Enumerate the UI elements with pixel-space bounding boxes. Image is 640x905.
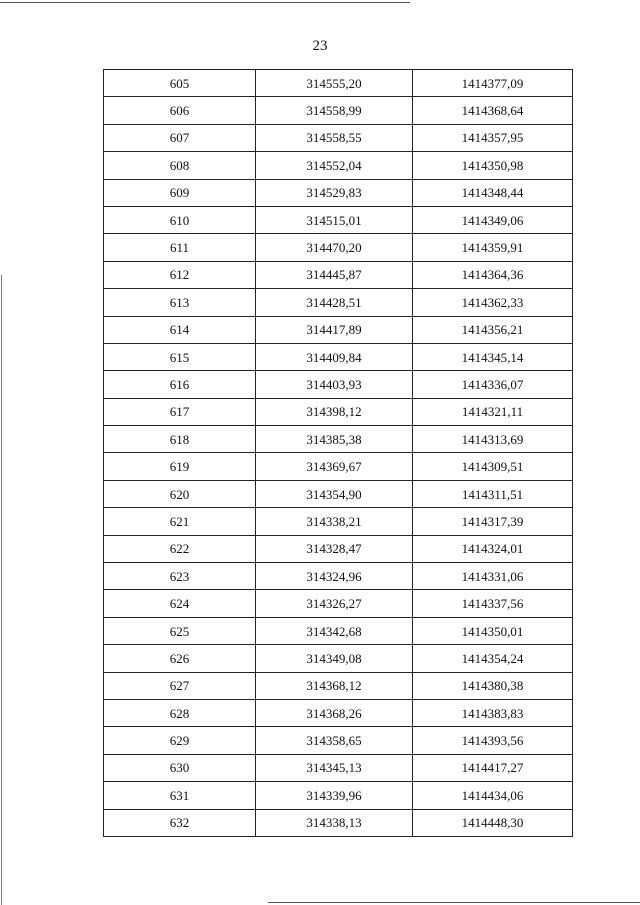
coordinates-table (103, 69, 573, 837)
point-number-cell: 630 (104, 754, 256, 781)
point-number-cell: 619 (104, 453, 256, 480)
scan-edge-top (0, 2, 410, 3)
y-coordinate-cell: 1414350,01 (413, 617, 573, 644)
point-number-cell: 616 (104, 371, 256, 398)
point-number-cell: 612 (104, 261, 256, 288)
table-row (104, 234, 573, 261)
y-coordinate-cell: 1414311,51 (413, 480, 573, 507)
point-number-cell: 606 (104, 97, 256, 124)
point-number-cell: 609 (104, 179, 256, 206)
x-coordinate-cell: 314326,27 (256, 590, 413, 617)
y-coordinate-cell: 1414434,06 (413, 782, 573, 809)
table-row (104, 672, 573, 699)
point-number-cell: 632 (104, 809, 256, 836)
x-coordinate-cell: 314369,67 (256, 453, 413, 480)
table-row (104, 508, 573, 535)
table-row (104, 563, 573, 590)
y-coordinate-cell: 1414345,14 (413, 343, 573, 370)
point-number-cell: 618 (104, 426, 256, 453)
y-coordinate-cell: 1414331,06 (413, 563, 573, 590)
table-row (104, 535, 573, 562)
y-coordinate-cell: 1414364,36 (413, 261, 573, 288)
point-number-cell: 628 (104, 699, 256, 726)
x-coordinate-cell: 314358,65 (256, 727, 413, 754)
y-coordinate-cell: 1414309,51 (413, 453, 573, 480)
table-row (104, 398, 573, 425)
x-coordinate-cell: 314324,96 (256, 563, 413, 590)
point-number-cell: 605 (104, 70, 256, 97)
x-coordinate-cell: 314345,13 (256, 754, 413, 781)
table-row (104, 754, 573, 781)
coordinates-table-body (104, 70, 573, 837)
x-coordinate-cell: 314558,99 (256, 97, 413, 124)
table-row (104, 590, 573, 617)
y-coordinate-cell: 1414359,91 (413, 234, 573, 261)
y-coordinate-cell: 1414357,95 (413, 124, 573, 151)
x-coordinate-cell: 314428,51 (256, 289, 413, 316)
y-coordinate-cell: 1414349,06 (413, 206, 573, 233)
table-row (104, 206, 573, 233)
y-coordinate-cell: 1414324,01 (413, 535, 573, 562)
y-coordinate-cell: 1414313,69 (413, 426, 573, 453)
point-number-cell: 627 (104, 672, 256, 699)
y-coordinate-cell: 1414380,38 (413, 672, 573, 699)
table-row (104, 727, 573, 754)
point-number-cell: 617 (104, 398, 256, 425)
point-number-cell: 608 (104, 152, 256, 179)
y-coordinate-cell: 1414356,21 (413, 316, 573, 343)
point-number-cell: 610 (104, 206, 256, 233)
point-number-cell: 607 (104, 124, 256, 151)
y-coordinate-cell: 1414348,44 (413, 179, 573, 206)
x-coordinate-cell: 314529,83 (256, 179, 413, 206)
y-coordinate-cell: 1414317,39 (413, 508, 573, 535)
point-number-cell: 611 (104, 234, 256, 261)
scan-edge-left (1, 275, 2, 905)
table-row (104, 261, 573, 288)
y-coordinate-cell: 1414336,07 (413, 371, 573, 398)
y-coordinate-cell: 1414321,11 (413, 398, 573, 425)
scan-edge-bottom (268, 902, 640, 903)
y-coordinate-cell: 1414350,98 (413, 152, 573, 179)
y-coordinate-cell: 1414417,27 (413, 754, 573, 781)
point-number-cell: 629 (104, 727, 256, 754)
x-coordinate-cell: 314354,90 (256, 480, 413, 507)
point-number-cell: 626 (104, 645, 256, 672)
table-row (104, 617, 573, 644)
y-coordinate-cell: 1414354,24 (413, 645, 573, 672)
x-coordinate-cell: 314342,68 (256, 617, 413, 644)
point-number-cell: 615 (104, 343, 256, 370)
x-coordinate-cell: 314339,96 (256, 782, 413, 809)
x-coordinate-cell: 314338,13 (256, 809, 413, 836)
y-coordinate-cell: 1414383,83 (413, 699, 573, 726)
table-row (104, 316, 573, 343)
table-row (104, 782, 573, 809)
y-coordinate-cell: 1414337,56 (413, 590, 573, 617)
x-coordinate-cell: 314368,12 (256, 672, 413, 699)
x-coordinate-cell: 314368,26 (256, 699, 413, 726)
table-row (104, 124, 573, 151)
x-coordinate-cell: 314385,38 (256, 426, 413, 453)
x-coordinate-cell: 314555,20 (256, 70, 413, 97)
page-number: 23 (312, 38, 328, 54)
table-row (104, 480, 573, 507)
x-coordinate-cell: 314398,12 (256, 398, 413, 425)
x-coordinate-cell: 314515,01 (256, 206, 413, 233)
y-coordinate-cell: 1414448,30 (413, 809, 573, 836)
point-number-cell: 625 (104, 617, 256, 644)
point-number-cell: 613 (104, 289, 256, 316)
point-number-cell: 623 (104, 563, 256, 590)
y-coordinate-cell: 1414377,09 (413, 70, 573, 97)
point-number-cell: 614 (104, 316, 256, 343)
table-row (104, 453, 573, 480)
x-coordinate-cell: 314470,20 (256, 234, 413, 261)
table-row (104, 152, 573, 179)
table-row (104, 645, 573, 672)
x-coordinate-cell: 314349,08 (256, 645, 413, 672)
x-coordinate-cell: 314558,55 (256, 124, 413, 151)
point-number-cell: 624 (104, 590, 256, 617)
x-coordinate-cell: 314338,21 (256, 508, 413, 535)
table-row (104, 289, 573, 316)
x-coordinate-cell: 314417,89 (256, 316, 413, 343)
table-row (104, 343, 573, 370)
point-number-cell: 620 (104, 480, 256, 507)
x-coordinate-cell: 314552,04 (256, 152, 413, 179)
table-row (104, 426, 573, 453)
table-row (104, 70, 573, 97)
y-coordinate-cell: 1414393,56 (413, 727, 573, 754)
y-coordinate-cell: 1414368,64 (413, 97, 573, 124)
table-row (104, 699, 573, 726)
point-number-cell: 622 (104, 535, 256, 562)
x-coordinate-cell: 314409,84 (256, 343, 413, 370)
table-row (104, 371, 573, 398)
point-number-cell: 631 (104, 782, 256, 809)
x-coordinate-cell: 314445,87 (256, 261, 413, 288)
point-number-cell: 621 (104, 508, 256, 535)
table-row (104, 97, 573, 124)
y-coordinate-cell: 1414362,33 (413, 289, 573, 316)
x-coordinate-cell: 314328,47 (256, 535, 413, 562)
table-row (104, 179, 573, 206)
table-row (104, 809, 573, 836)
x-coordinate-cell: 314403,93 (256, 371, 413, 398)
